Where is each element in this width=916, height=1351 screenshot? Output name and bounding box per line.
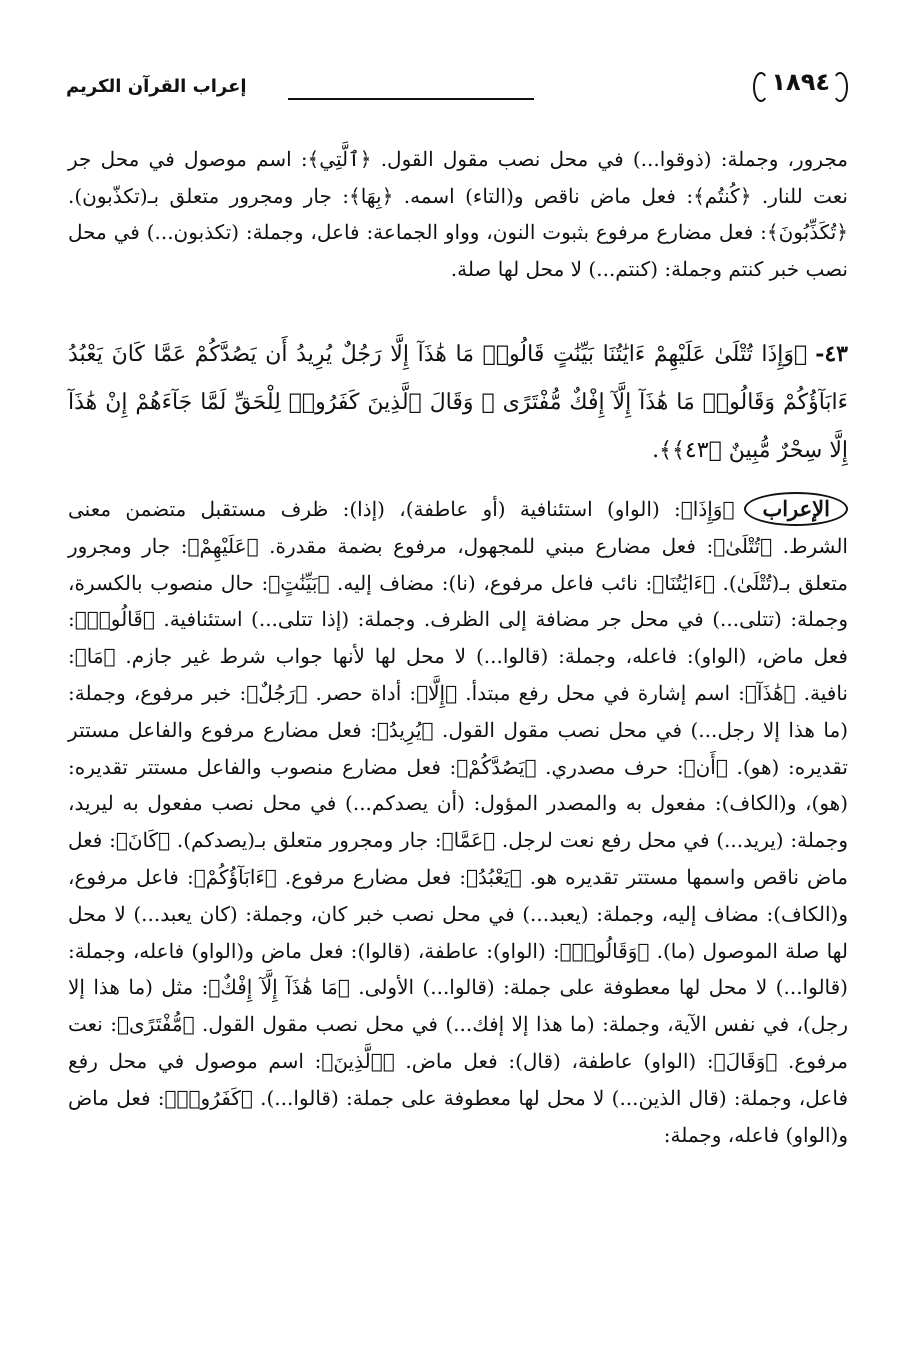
- page-header: [60, 66, 856, 110]
- intro-section: [68, 141, 848, 287]
- irab-section: [68, 491, 848, 1153]
- verse-text: ﴿وَإِذَا تُتْلَىٰ عَلَيْهِمْ ءَايَٰتُنَا بَيِّنَٰتٍ قَالُوا۟ مَا هَٰذَآ إِلَّا رَجُلٌ يُرِيدُ أَن يَصُدَّكُمْ عَمَّا كَانَ يَعْبُدُ ءَابَآؤُكُمْ وَقَالُوا۟ مَا هَٰذَآ إِلَّآ إِفْكٌ مُّفْتَرًى ۚ وَقَالَ ٱلَّذِينَ كَفَرُوا۟ لِلْحَقِّ لَمَّا جَآءَهُمْ إِنْ هَٰذَآ إِلَّا سِحْرٌ مُّبِينٌ ﴿٤٣﴾﴾.: [68, 342, 848, 463]
- page-number: ١٨٩٤: [757, 68, 844, 96]
- irab-label: الإعراب: [744, 492, 848, 526]
- verse-paragraph: [68, 330, 848, 475]
- book-title: إعراب القرآن الكريم: [66, 76, 247, 97]
- irab-text: ﴿وَإِذَا﴾: (الواو) استئنافية (أو عاطفة)، (إذا): ظرف مستقبل متضمن معنى الشرط. ﴿تُتْلَىٰ﴾: فعل مضارع مبني للمجهول، مرفوع بضمة مقدرة. ﴿عَلَيْهِمْ﴾: جار ومجرور متعلق بـ(تُتْلَىٰ). ﴿ءَايَٰتُنَا﴾: نائب فاعل مرفوع، (نا): مضاف إليه. ﴿بَيِّنَٰتٍ﴾: حال منصوب بالكسرة، وجملة: (تتلى...) في محل جر مضافة إلى الظرف. وجملة: (إذا تتلى...) استئنافية. ﴿قَالُوا۟﴾: فعل ماض، (الواو): فاعله، وجملة: (قالوا...) لا محل لها لأنها جواب شرط غير جازم. ﴿مَا﴾: نافية. ﴿هَٰذَآ﴾: اسم إشارة في محل رفع مبتدأ. ﴿إِلَّا﴾: أداة حصر. ﴿رَجُلٌ﴾: خبر مرفوع، وجملة: (ما هذا إلا رجل...) في محل نصب مقول القول. ﴿يُرِيدُ﴾: فعل مضارع مرفوع والفاعل مستتر تقديره: (هو). ﴿أَن﴾: حرف مصدري. ﴿يَصُدَّكُمْ﴾: فعل مضارع منصوب والفاعل مستتر تقديره: (هو)، و(الكاف): مفعول به والمصدر المؤول: (أن يصدكم...) في محل نصب مفعول به ليريد، وجملة: (يريد...) في محل رفع نعت لرجل. ﴿عَمَّا﴾: جار ومجرور متعلق بـ(يصدكم). ﴿كَانَ﴾: فعل ماض ناقص واسمها مستتر تقديره هو. ﴿يَعْبُدُ﴾: فعل مضارع مرفوع. ﴿ءَابَآؤُكُمْ﴾: فاعل مرفوع، و(الكاف): مضاف إليه، وجملة: (يعبد...) في محل نصب خبر كان، وجملة: (كان يعبد...) لا محل لها صلة الموصول (ما). ﴿وَقَالُوا۟﴾: (الواو): عاطفة، (قالوا): فعل ماض و(الواو) فاعله، وجملة: (قالوا...) لا محل لها معطوفة على جملة: (قالوا...) الأولى. ﴿مَا هَٰذَآ إِلَّآ إِفْكٌ﴾: مثل (ما هذا إلا رجل)، في نفس الآية، وجملة: (ما هذا إلا إفك...) في محل نصب مقول القول. ﴿مُّفْتَرًى﴾: نعت مرفوع. ﴿وَقَالَ﴾: (الواو) عاطفة، (قال): فعل ماض. ﴿ٱلَّذِينَ﴾: اسم موصول في محل رفع فاعل، وجملة: (قال الذين...) لا محل لها معطوفة على جملة: (قالوا...). ﴿كَفَرُوا۟﴾: فعل ماض و(الواو) فاعله، وجملة:: [68, 497, 849, 1147]
- header-rule: [288, 98, 534, 100]
- verse-number: ٤٣-: [815, 341, 848, 367]
- verse-section: [68, 330, 848, 475]
- intro-paragraph: مجرور، وجملة: (ذوقوا...) في محل نصب مقول القول. ﴿ٱلَّتِي﴾: اسم موصول في محل جر نعت للنار. ﴿كُنتُم﴾: فعل ماض ناقص و(التاء) اسمه. ﴿بِهَا﴾: جار ومجرور متعلق بـ(تكذّبون). ﴿تُكَذِّبُونَ﴾: فعل مضارع مرفوع بثبوت النون، وواو الجماعة: فاعل، وجملة: (تكذبون...) في محل نصب خبر كنتم وجملة: (كنتم...) لا محل لها صلة.: [68, 147, 848, 281]
- irab-paragraph: [68, 491, 848, 1153]
